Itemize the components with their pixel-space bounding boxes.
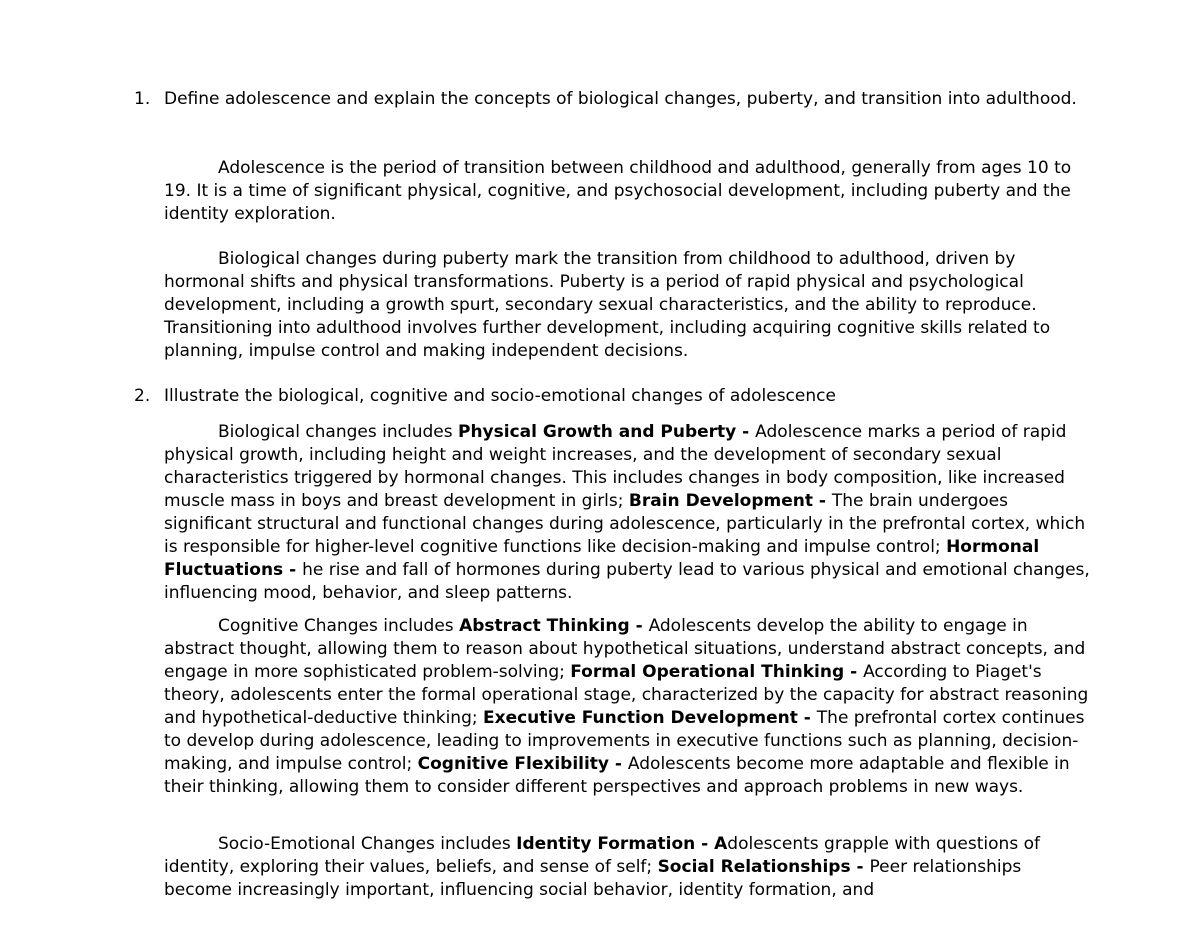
soc-desc-social: Peer relationships become increasingly important, influencing social behavior, identity formation, and	[164, 857, 1022, 900]
cog-desc-abstract: Adolescents develop the ability to engage in abstract thought, allowing them to reason about hypothetical situations, understand abstract concepts, and engage in more sophisticated problem-solving;	[164, 616, 1086, 682]
question-2-text: Illustrate the biological, cognitive and socio-emotional changes of adolescence	[164, 386, 836, 406]
bio-term-physical-growth: Physical Growth and Puberty -	[458, 422, 756, 442]
cog-term-formal: Formal Operational Thinking -	[570, 662, 864, 682]
list-number-2: 2.	[134, 386, 151, 406]
q2-paragraph-socio-emotional-changes	[164, 833, 1094, 902]
bio-intro: Biological changes includes	[218, 422, 458, 442]
list-number-1: 1.	[134, 89, 151, 109]
question-1-text: Define adolescence and explain the concepts of biological changes, puberty, and transition into adulthood.	[164, 89, 1077, 109]
soc-term-identity: Identity Formation - A	[516, 834, 728, 854]
question-1-heading	[134, 88, 1094, 111]
question-2-heading	[134, 385, 1094, 408]
cog-term-abstract: Abstract Thinking -	[459, 616, 649, 636]
bio-desc-physical-growth: Adolescence marks a period of rapid physical growth, including height and weight increases, and the development of secondary sexual characteristics triggered by hormonal changes. This includes changes in body composition, like increased muscle mass in boys and breast development in girls;	[164, 422, 1067, 511]
q1-paragraph-adolescence: Adolescence is the period of transition between childhood and adulthood, generally from ages 10 to 19. It is a time of significant physical, cognitive, and psychosocial development, including puberty and the identity exploration.	[164, 158, 1072, 224]
bio-desc-brain-development: The brain undergoes significant structural and functional changes during adolescence, particularly in the prefrontal cortex, which is responsible for higher-level cognitive functions like decision-making and impulse control;	[164, 491, 1086, 557]
cog-desc-formal: According to Piaget's theory, adolescents enter the formal operational stage, characterized by the capacity for abstract reasoning and hypothetical-deductive thinking;	[164, 662, 1089, 728]
soc-term-social: Social Relationships -	[657, 857, 870, 877]
cog-desc-executive: The prefrontal cortex continues to develop during adolescence, leading to improvements in executive functions such as planning, decision-making, and impulse control;	[164, 708, 1085, 774]
q1-paragraph-biological: Biological changes during puberty mark the transition from childhood to adulthood, driven by hormonal shifts and physical transformations. Puberty is a period of rapid physical and psychological development, including a growth spurt, secondary sexual characteristics, and the ability to reproduce. Transitioning into adulthood involves further development, including acquiring cognitive skills related to planning, impulse control and making independent decisions.	[164, 249, 1051, 361]
bio-term-hormonal: Hormonal Fluctuations -	[164, 537, 1040, 580]
cog-term-flexibility: Cognitive Flexibility -	[417, 754, 628, 774]
soc-desc-identity: dolescents grapple with questions of identity, exploring their values, beliefs, and sense of self;	[164, 834, 1040, 877]
bio-desc-hormonal: he rise and fall of hormones during puberty lead to various physical and emotional changes, influencing mood, behavior, and sleep patterns.	[164, 560, 1090, 603]
bio-term-brain-development: Brain Development -	[628, 491, 832, 511]
soc-intro: Socio-Emotional Changes includes	[218, 834, 517, 854]
cog-intro: Cognitive Changes includes	[218, 616, 460, 636]
cog-term-executive: Executive Function Development -	[483, 708, 817, 728]
cog-desc-flexibility: Adolescents become more adaptable and flexible in their thinking, allowing them to consider different perspectives and approach problems in new ways.	[164, 754, 1070, 797]
q2-paragraph-cognitive-changes	[164, 615, 1094, 799]
q2-paragraph-biological-changes	[164, 421, 1094, 605]
